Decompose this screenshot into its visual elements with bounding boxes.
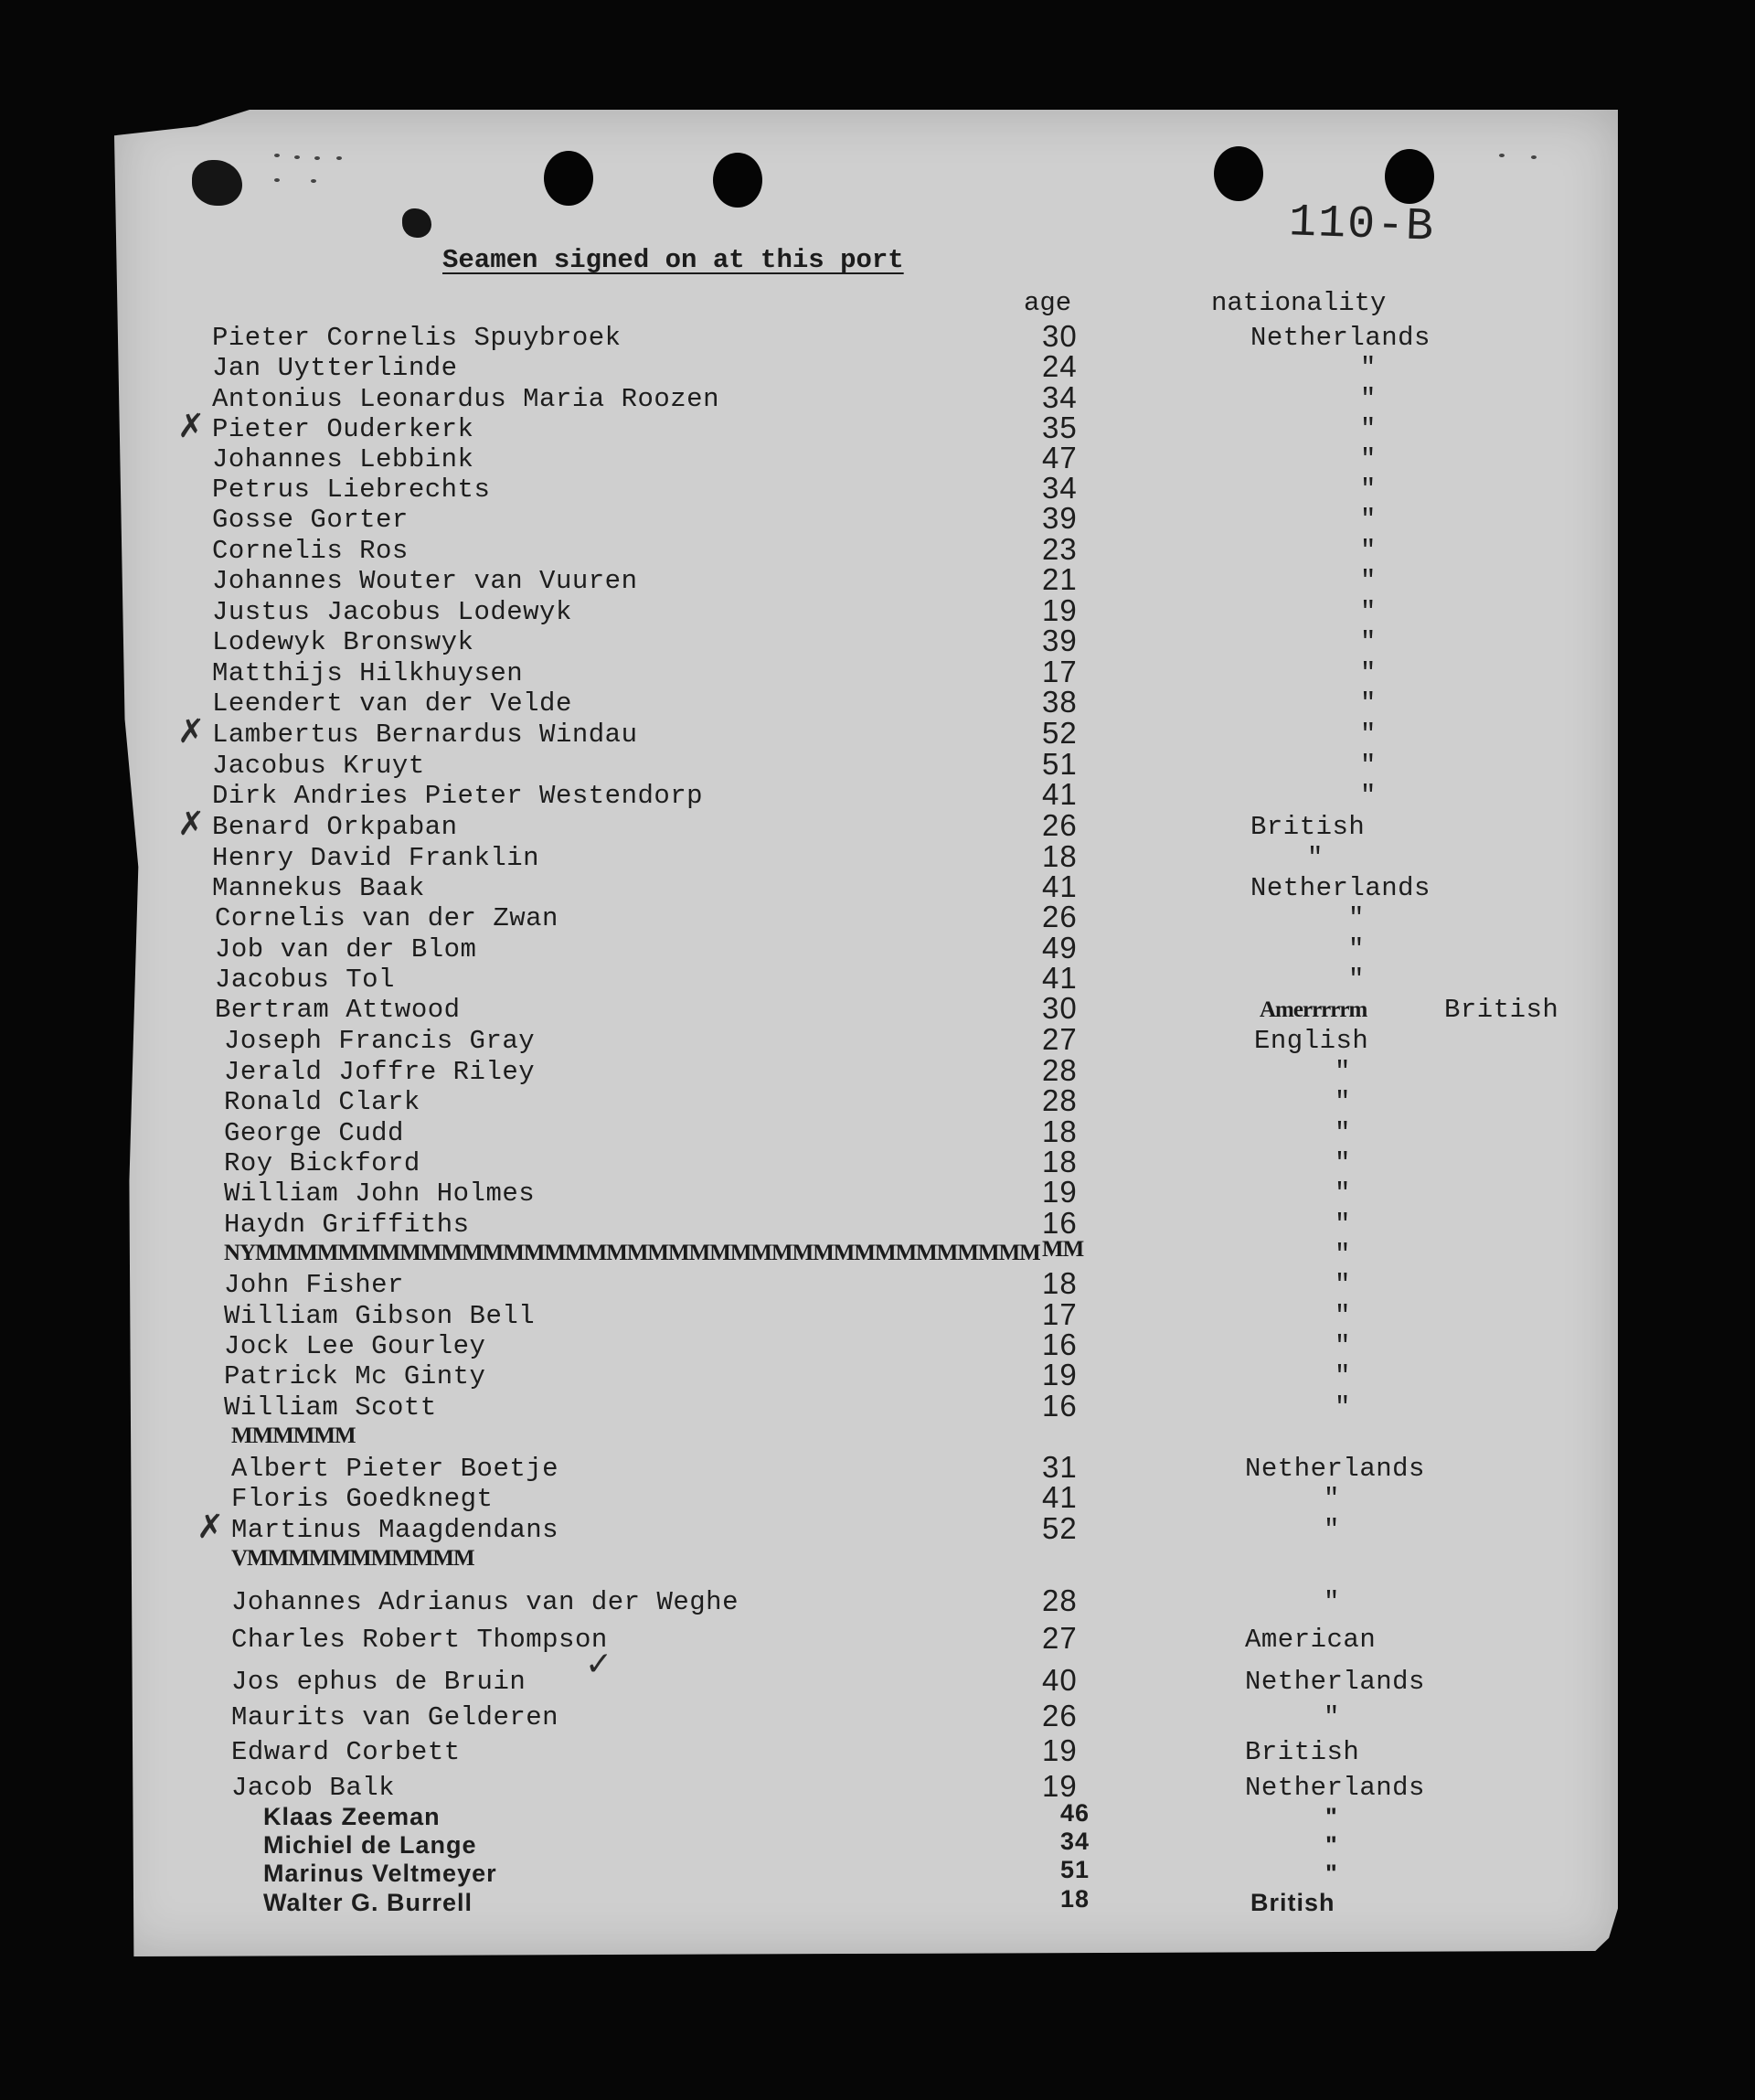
ditto-mark: "	[1325, 1860, 1338, 1887]
seaman-name: Patrick Mc Ginty	[224, 1361, 486, 1391]
ditto-mark: "	[1335, 1270, 1351, 1300]
seaman-name: Albert Pieter Boetje	[231, 1454, 559, 1484]
seaman-name: Petrus Liebrechts	[212, 474, 491, 505]
seaman-name: Jacobus Tol	[215, 965, 395, 995]
seaman-age: 24	[1042, 349, 1078, 383]
seaman-name: Joseph Francis Gray	[224, 1026, 536, 1056]
seaman-age: 51	[1042, 747, 1078, 781]
ditto-mark: "	[1360, 627, 1377, 657]
pencil-cross-mark: ✗	[197, 1508, 225, 1546]
ditto-mark: "	[1360, 688, 1377, 719]
seaman-age: 27	[1042, 1022, 1078, 1056]
ditto-mark: "	[1360, 414, 1377, 444]
seaman-age: 26	[1042, 1699, 1078, 1732]
seaman-age: 16	[1042, 1327, 1078, 1361]
seaman-age: 34	[1042, 471, 1078, 505]
seaman-age: 39	[1042, 624, 1078, 657]
seaman-name: William Scott	[224, 1392, 437, 1423]
seaman-name: Haydn Griffiths	[224, 1210, 470, 1240]
paper-speck	[294, 155, 300, 159]
seaman-name: Walter G. Burrell	[263, 1889, 473, 1916]
seaman-nationality: American	[1245, 1625, 1377, 1655]
seaman-age: 30	[1042, 319, 1078, 353]
seaman-age: 41	[1042, 777, 1078, 811]
ditto-mark: "	[1348, 934, 1365, 965]
seaman-age: 19	[1042, 1175, 1078, 1209]
seaman-age: 41	[1042, 1480, 1078, 1514]
ditto-mark: "	[1360, 536, 1377, 566]
seaman-name: Michiel de Lange	[263, 1831, 477, 1859]
seaman-name: Maurits van Gelderen	[231, 1702, 559, 1732]
ditto-mark: "	[1324, 1702, 1340, 1732]
paper-speck	[1499, 154, 1505, 157]
seaman-age: 19	[1042, 1733, 1078, 1767]
seaman-name: Henry David Franklin	[212, 843, 540, 873]
ditto-mark: "	[1335, 1331, 1351, 1361]
ditto-mark: "	[1335, 1240, 1351, 1270]
nationality-column-header: nationality	[1211, 288, 1387, 318]
seaman-age: MM	[1042, 1237, 1084, 1262]
ditto-mark: "	[1348, 903, 1365, 933]
seaman-age: 21	[1042, 562, 1078, 596]
seaman-name: Cornelis Ros	[212, 536, 409, 566]
seaman-name: Charles Robert Thompson	[231, 1625, 608, 1655]
ditto-mark: "	[1360, 505, 1377, 535]
seaman-age: 16	[1042, 1206, 1078, 1240]
seaman-age: 52	[1042, 716, 1078, 750]
paper-speck	[314, 156, 320, 160]
seaman-age: 51	[1060, 1856, 1090, 1883]
seaman-age: 38	[1042, 685, 1078, 719]
seaman-age: 46	[1060, 1799, 1090, 1827]
seaman-name: Jock Lee Gourley	[224, 1331, 486, 1361]
seaman-age: 26	[1042, 900, 1078, 933]
seaman-name: Jos ephus de Bruin	[231, 1667, 526, 1697]
seaman-name: Dirk Andries Pieter Westendorp	[212, 781, 704, 811]
seaman-age: 18	[1042, 1266, 1078, 1300]
seaman-name: Martinus Maagdendans	[231, 1515, 559, 1545]
seaman-name: John Fisher	[224, 1270, 404, 1300]
seaman-age: 17	[1042, 1297, 1078, 1331]
ditto-mark: "	[1335, 1057, 1351, 1087]
seaman-age: 17	[1042, 655, 1078, 688]
seaman-age: 47	[1042, 441, 1078, 474]
seaman-age: 26	[1042, 808, 1078, 842]
seaman-age: 18	[1060, 1885, 1090, 1913]
seaman-age: 16	[1042, 1389, 1078, 1423]
ditto-mark: "	[1360, 474, 1377, 505]
seaman-name: Pieter Ouderkerk	[212, 414, 474, 444]
age-column-header: age	[1024, 288, 1072, 318]
paper-speck	[274, 178, 280, 182]
seaman-nationality: Netherlands	[1250, 323, 1431, 353]
seaman-name: Johannes Adrianus van der Weghe	[231, 1587, 739, 1617]
paper-speck	[1531, 155, 1537, 159]
ditto-mark: "	[1307, 843, 1324, 873]
ditto-mark: "	[1335, 1118, 1351, 1148]
ditto-mark: "	[1335, 1087, 1351, 1117]
seaman-name: Marinus Veltmeyer	[263, 1860, 497, 1887]
seaman-age: 35	[1042, 410, 1078, 444]
seaman-nationality: British	[1444, 995, 1559, 1025]
seaman-name: Justus Jacobus Lodewyk	[212, 597, 572, 627]
ditto-mark: "	[1325, 1803, 1338, 1830]
ditto-mark: "	[1360, 353, 1377, 383]
seaman-name: Pieter Cornelis Spuybroek	[212, 323, 622, 353]
seaman-age: 27	[1042, 1621, 1078, 1655]
seaman-nationality: British	[1250, 1889, 1335, 1916]
ditto-mark: "	[1360, 597, 1377, 627]
ditto-mark: "	[1360, 444, 1377, 474]
seaman-nationality: Netherlands	[1245, 1454, 1425, 1484]
seaman-age: 18	[1042, 1114, 1078, 1148]
page-title: Seamen signed on at this port	[442, 245, 904, 275]
ditto-mark: "	[1335, 1178, 1351, 1209]
ditto-mark: "	[1348, 965, 1365, 995]
struck-out-line: MMMMMM	[231, 1423, 356, 1448]
seaman-age: 39	[1042, 501, 1078, 535]
ditto-mark: "	[1360, 781, 1377, 811]
seaman-name: Jacob Balk	[231, 1773, 396, 1803]
seaman-name: Lambertus Bernardus Windau	[212, 720, 638, 750]
ditto-mark: "	[1360, 384, 1377, 414]
ditto-mark: "	[1360, 658, 1377, 688]
pencil-cross-mark: ✗	[177, 713, 206, 751]
pencil-check-mark: ✓	[585, 1646, 613, 1683]
seaman-age: 34	[1060, 1828, 1090, 1855]
paper-speck	[274, 154, 280, 157]
seaman-age: 18	[1042, 839, 1078, 873]
seaman-name: Mannekus Baak	[212, 873, 425, 903]
seaman-name: Job van der Blom	[215, 934, 477, 965]
seaman-name: Lodewyk Bronswyk	[212, 627, 474, 657]
seaman-nationality: Netherlands	[1245, 1667, 1425, 1697]
seaman-name: Cornelis van der Zwan	[215, 903, 558, 933]
seaman-name: Johannes Lebbink	[212, 444, 474, 474]
seaman-name: George Cudd	[224, 1118, 404, 1148]
ditto-mark: "	[1335, 1392, 1351, 1423]
pencil-cross-mark: ✗	[177, 408, 206, 445]
ditto-mark: "	[1360, 566, 1377, 596]
ditto-mark: "	[1324, 1484, 1340, 1514]
seaman-nationality: British	[1250, 812, 1366, 842]
seaman-age: 28	[1042, 1083, 1078, 1117]
seaman-name: Leendert van der Velde	[212, 688, 572, 719]
ditto-mark: "	[1360, 751, 1377, 781]
seaman-age: 41	[1042, 961, 1078, 995]
ditto-mark: "	[1324, 1515, 1340, 1545]
seaman-age: 52	[1042, 1511, 1078, 1545]
seaman-name: Ronald Clark	[224, 1087, 420, 1117]
pencil-cross-mark: ✗	[177, 805, 206, 843]
seaman-name: Klaas Zeeman	[263, 1803, 441, 1830]
seaman-nationality: Netherlands	[1250, 873, 1431, 903]
seaman-name: Edward Corbett	[231, 1737, 461, 1767]
reference-number: 110-B	[1288, 197, 1436, 254]
paper-speck	[311, 179, 316, 183]
seaman-age: 28	[1042, 1053, 1078, 1087]
seaman-name: William John Holmes	[224, 1178, 536, 1209]
seaman-age: 23	[1042, 532, 1078, 566]
seaman-age: 28	[1042, 1583, 1078, 1617]
ditto-mark: "	[1360, 720, 1377, 750]
ditto-mark: "	[1335, 1361, 1351, 1391]
seaman-name: Gosse Gorter	[212, 505, 409, 535]
seaman-name: Antonius Leonardus Maria Roozen	[212, 384, 719, 414]
seaman-name: Bertram Attwood	[215, 995, 461, 1025]
seaman-name: Roy Bickford	[224, 1148, 420, 1178]
seaman-age: 19	[1042, 1358, 1078, 1391]
seaman-age: 19	[1042, 593, 1078, 627]
struck-out-text: Amerrrrrm	[1260, 997, 1367, 1022]
seaman-age: 19	[1042, 1769, 1078, 1803]
seaman-nationality: English	[1254, 1026, 1369, 1056]
seaman-age: 30	[1042, 991, 1078, 1025]
seaman-name: William Gibson Bell	[224, 1301, 536, 1331]
struck-out-line: NYMMMMMMMMMMMMMMMMMMMMMMMMMMMMMMMMMMMMMM	[224, 1241, 1040, 1265]
seaman-age: 40	[1042, 1663, 1078, 1697]
ditto-mark: "	[1335, 1210, 1351, 1240]
seaman-age: 18	[1042, 1145, 1078, 1178]
seaman-name: Johannes Wouter van Vuuren	[212, 566, 638, 596]
seaman-name: Floris Goedknegt	[231, 1484, 494, 1514]
seaman-age: 41	[1042, 869, 1078, 903]
seaman-nationality: British	[1245, 1737, 1360, 1767]
seaman-name: Matthijs Hilkhuysen	[212, 658, 524, 688]
seaman-age: 34	[1042, 380, 1078, 414]
paper-speck	[336, 156, 342, 160]
struck-out-line: VMMMMMMMMMMM	[231, 1546, 474, 1571]
seaman-name: Jerald Joffre Riley	[224, 1057, 536, 1087]
seaman-age: 49	[1042, 931, 1078, 965]
seaman-name: Jacobus Kruyt	[212, 751, 425, 781]
seaman-nationality: Netherlands	[1245, 1773, 1425, 1803]
seaman-age: 31	[1042, 1450, 1078, 1484]
seaman-name: Jan Uytterlinde	[212, 353, 458, 383]
ditto-mark: "	[1335, 1301, 1351, 1331]
ditto-mark: "	[1324, 1587, 1340, 1617]
ditto-mark: "	[1325, 1831, 1338, 1859]
ditto-mark: "	[1335, 1148, 1351, 1178]
seaman-name: Benard Orkpaban	[212, 812, 458, 842]
